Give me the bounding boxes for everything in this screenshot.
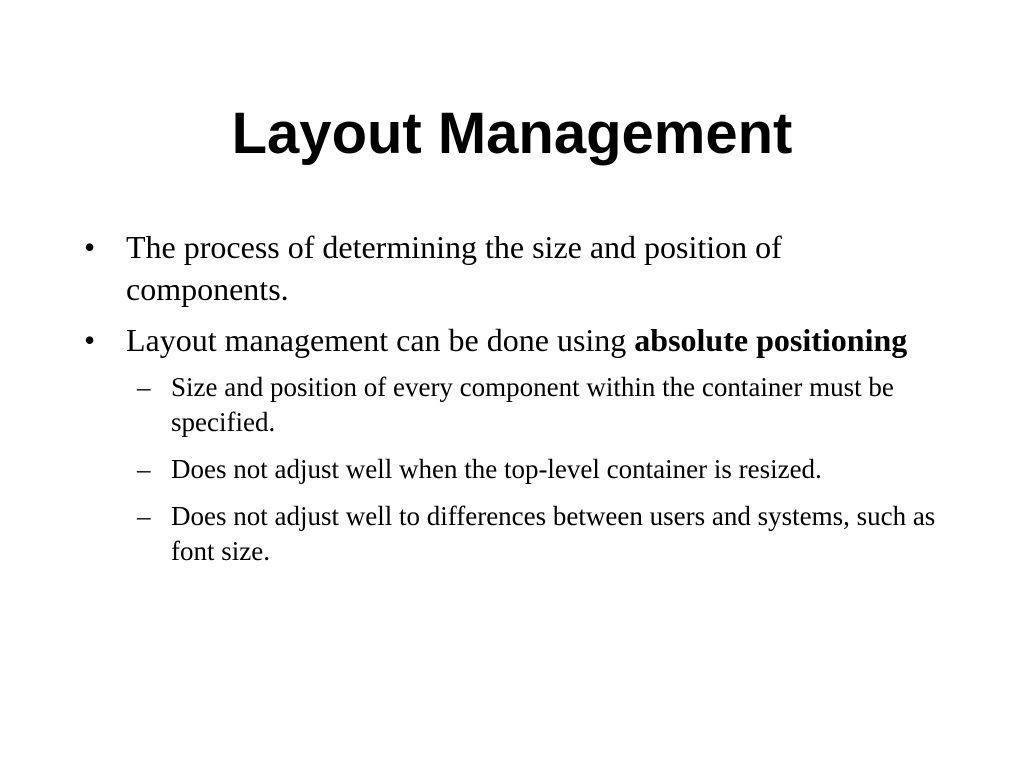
dash-marker: – [137,501,151,531]
slide-body [84,226,944,581]
sub-bullet-item [128,370,944,440]
sub-bullet-item [128,499,944,569]
bullet-item [84,319,944,361]
bullet-emphasis: absolute positioning [634,322,908,358]
bullet-text: Layout management can be done using [126,322,635,358]
sub-bullet-item [128,452,944,487]
sub-bullet-text: Does not adjust well when the top-level container is resized. [171,454,822,484]
dash-marker: – [137,454,151,484]
bullet-marker: • [84,229,96,265]
bullet-item [84,226,944,310]
dash-marker: – [137,372,151,402]
sub-bullet-list [84,370,944,569]
sub-bullet-text: Does not adjust well to differences between users and systems, such as font size. [171,501,936,566]
sub-bullet-text: Size and position of every component within the container must be specified. [171,372,894,437]
bullet-text: The process of determining the size and position of components. [126,229,782,307]
slide-title: Layout Management [231,101,793,166]
bullet-marker: • [84,322,96,358]
